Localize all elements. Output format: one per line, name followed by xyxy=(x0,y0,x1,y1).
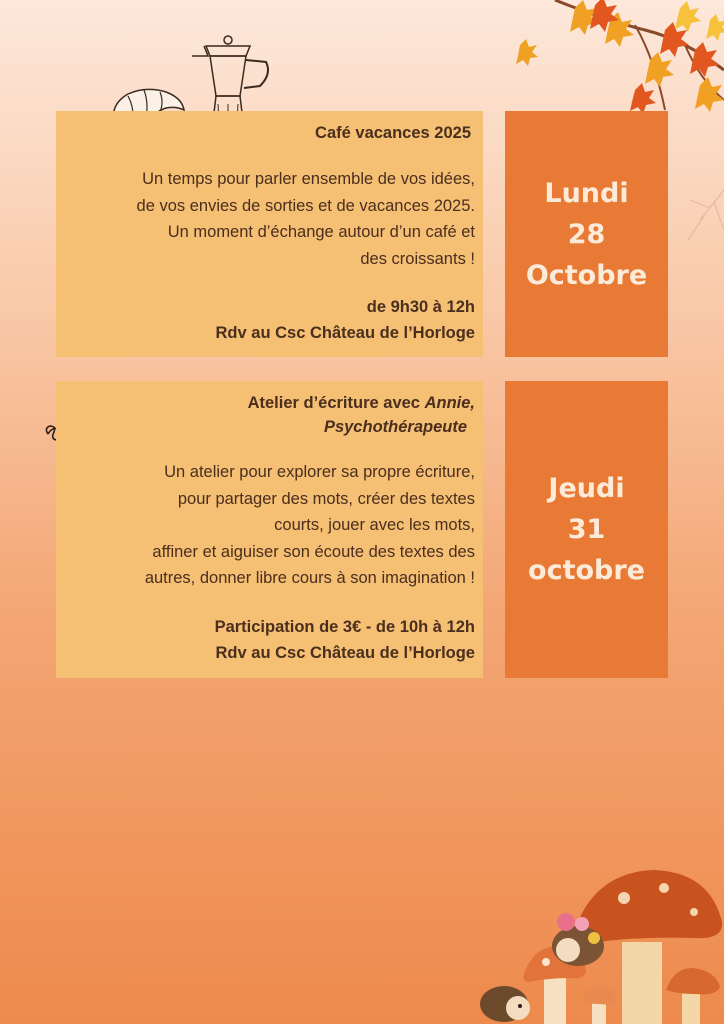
title-name: Annie, xyxy=(424,394,475,412)
description-line: Un temps pour parler ensemble de vos idées, xyxy=(142,170,475,188)
description-line: affiner et aiguiser son écoute des textes des xyxy=(152,542,475,561)
event-card-writing-workshop xyxy=(56,381,483,678)
event-date-thursday xyxy=(505,381,668,678)
description-line: Un moment d’échange autour d’un café et xyxy=(167,223,475,241)
event-title: Café vacances 2025 xyxy=(315,124,471,142)
date-day: Jeudi xyxy=(548,473,625,504)
branch-sketch-icon xyxy=(680,180,724,270)
event-time: de 9h30 à 12h xyxy=(366,298,475,316)
date-day: Lundi xyxy=(544,177,629,209)
event-description xyxy=(64,166,475,272)
event-info xyxy=(64,614,475,666)
event-description xyxy=(64,459,475,592)
description-line: Un atelier pour explorer sa propre écriture, xyxy=(164,463,475,481)
date-number: 28 xyxy=(567,218,606,250)
title-prefix: Atelier d’écriture avec xyxy=(247,394,425,412)
description-line: de vos envies de sorties et de vacances 2025. xyxy=(136,196,475,215)
mushrooms-hedgehogs-icon xyxy=(474,862,724,1024)
event-location: Rdv au Csc Château de l’Horloge xyxy=(215,324,475,342)
event-title xyxy=(64,391,475,439)
event-info xyxy=(64,294,475,346)
date-month: octobre xyxy=(528,555,645,586)
event-price-time: Participation de 3€ - de 10h à 12h xyxy=(214,617,475,636)
event-location: Rdv au Csc Château de l’Horloge xyxy=(215,643,475,662)
date-month: Octobre xyxy=(525,259,648,291)
description-line: autres, donner libre cours à son imagination ! xyxy=(144,569,475,587)
title-role: Psychothérapeute xyxy=(323,418,467,436)
description-line: pour partager des mots, créer des textes xyxy=(177,489,475,508)
description-line: courts, jouer avec les mots, xyxy=(274,516,475,534)
event-card-cafe xyxy=(56,111,483,357)
description-line: des croissants ! xyxy=(360,249,475,268)
date-number: 31 xyxy=(567,514,606,545)
event-date-monday xyxy=(505,111,668,357)
